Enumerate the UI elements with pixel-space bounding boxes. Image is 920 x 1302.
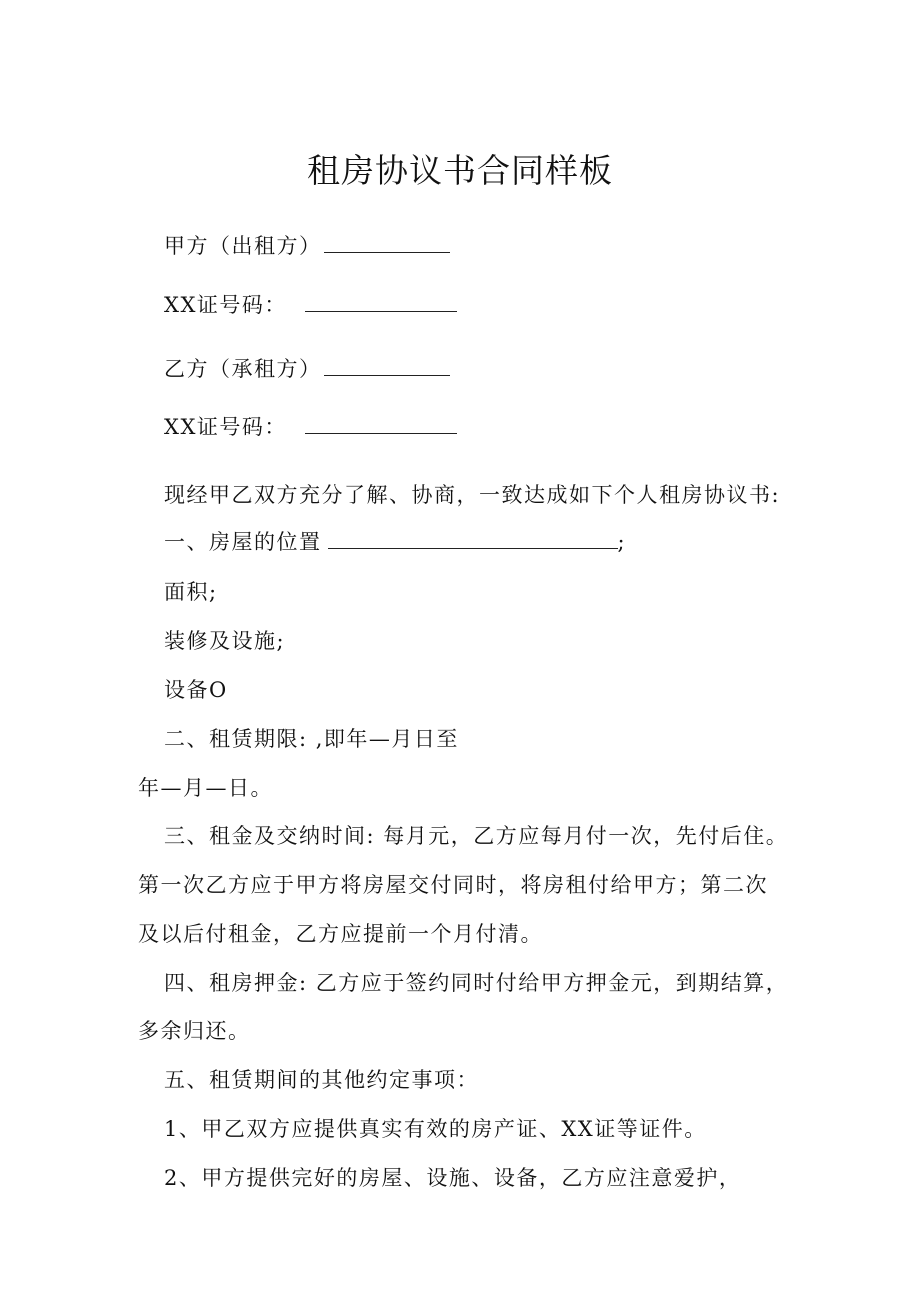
other-terms-heading: 五、租赁期间的其他约定事项：: [164, 1068, 479, 1092]
location-end: ;: [617, 530, 627, 554]
party-b-id-label: XX证号码：: [164, 415, 287, 439]
party-b-id-blank: [305, 411, 457, 434]
party-a-id-blank: [305, 289, 457, 312]
area-line: 面积;: [164, 580, 218, 604]
rent-line-2: 第一次乙方应于甲方将房屋交付同时，将房租付给甲方；第二次: [138, 873, 768, 897]
other-terms-item-1: 1、甲乙双方应提供真实有效的房产证、XX证等证件。: [164, 1117, 707, 1141]
party-a-blank: [324, 230, 450, 253]
party-a-id-line: [164, 287, 457, 323]
term-line-1: 二、租赁期限: ,即年—月日至: [164, 727, 459, 751]
party-a-id-label: XX证号码：: [164, 293, 287, 317]
party-a-line: [164, 228, 450, 264]
decoration-line: 装修及设施;: [164, 629, 286, 653]
intro-paragraph: 现经甲乙双方充分了解、协商，一致达成如下个人租房协议书:: [164, 483, 781, 507]
party-b-id-line: [164, 409, 457, 445]
deposit-line-2: 多余归还。: [138, 1019, 251, 1043]
rent-line-1: 三、租金及交纳时间: 每月元，乙方应每月付一次，先付后住。: [164, 824, 789, 848]
location-label: 一、房屋的位置: [164, 530, 322, 554]
term-line-2: 年—月—日。: [138, 776, 273, 800]
equipment-line: 设备O: [164, 678, 228, 702]
party-b-blank: [324, 353, 450, 376]
location-blank: [328, 526, 618, 549]
location-line: [164, 524, 626, 560]
document-title: 租房协议书合同样板: [307, 151, 613, 190]
other-terms-item-2: 2、甲方提供完好的房屋、设施、设备，乙方应注意爱护，: [164, 1166, 742, 1190]
party-b-line: [164, 351, 450, 387]
party-b-label: 乙方（承租方）: [164, 357, 322, 381]
party-a-label: 甲方（出租方）: [164, 234, 322, 258]
deposit-line-1: 四、租房押金: 乙方应于签约同时付给甲方押金元，到期结算，: [164, 971, 789, 995]
rent-line-3: 及以后付租金，乙方应提前一个月付清。: [138, 922, 543, 946]
